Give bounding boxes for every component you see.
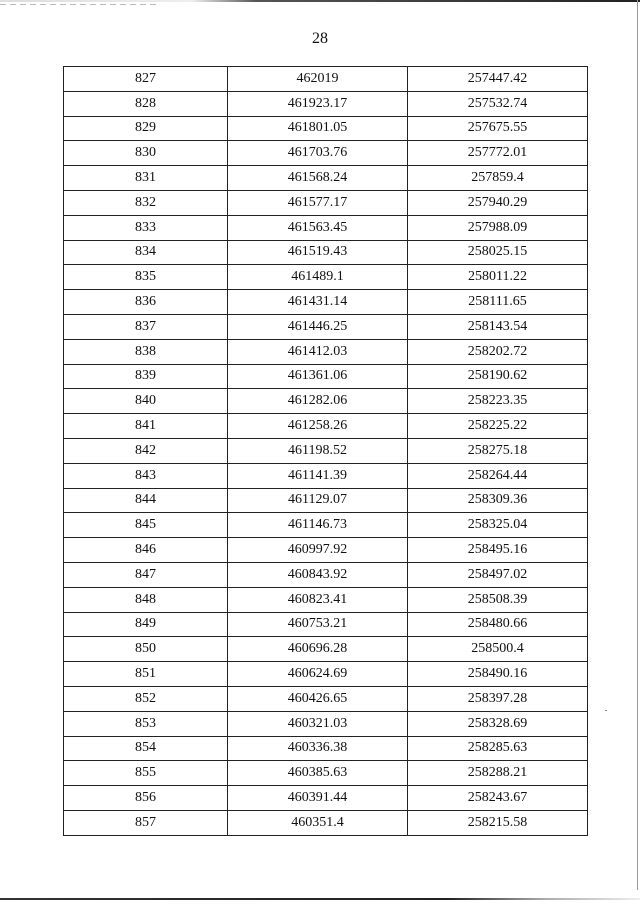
y-coordinate-cell: 258500.4 (408, 637, 588, 662)
point-number-cell: 833 (64, 215, 228, 240)
point-number-cell: 848 (64, 587, 228, 612)
table-row (64, 339, 588, 364)
table-row (64, 240, 588, 265)
x-coordinate-cell: 460823.41 (228, 587, 408, 612)
point-number-cell: 842 (64, 438, 228, 463)
table-row (64, 389, 588, 414)
x-coordinate-cell: 460336.38 (228, 736, 408, 761)
point-number-cell: 853 (64, 711, 228, 736)
table-row (64, 116, 588, 141)
x-coordinate-cell: 460753.21 (228, 612, 408, 637)
x-coordinate-cell: 460997.92 (228, 538, 408, 563)
table-row (64, 463, 588, 488)
point-number-cell: 832 (64, 190, 228, 215)
table-row (64, 587, 588, 612)
x-coordinate-cell: 461519.43 (228, 240, 408, 265)
table-row (64, 686, 588, 711)
x-coordinate-cell: 460426.65 (228, 686, 408, 711)
x-coordinate-cell: 461129.07 (228, 488, 408, 513)
table-row (64, 761, 588, 786)
x-coordinate-cell: 460624.69 (228, 662, 408, 687)
coordinate-table (63, 66, 588, 836)
y-coordinate-cell: 257772.01 (408, 141, 588, 166)
point-number-cell: 849 (64, 612, 228, 637)
table-row (64, 438, 588, 463)
table-row (64, 190, 588, 215)
x-coordinate-cell: 461141.39 (228, 463, 408, 488)
y-coordinate-cell: 258215.58 (408, 810, 588, 835)
y-coordinate-cell: 258264.44 (408, 463, 588, 488)
x-coordinate-cell: 460696.28 (228, 637, 408, 662)
point-number-cell: 837 (64, 314, 228, 339)
point-number-cell: 827 (64, 67, 228, 92)
table-row (64, 711, 588, 736)
point-number-cell: 834 (64, 240, 228, 265)
x-coordinate-cell: 461568.24 (228, 166, 408, 191)
x-coordinate-cell: 461431.14 (228, 290, 408, 315)
table-row (64, 364, 588, 389)
point-number-cell: 831 (64, 166, 228, 191)
point-number-cell: 851 (64, 662, 228, 687)
y-coordinate-cell: 258202.72 (408, 339, 588, 364)
y-coordinate-cell: 258111.65 (408, 290, 588, 315)
y-coordinate-cell: 258285.63 (408, 736, 588, 761)
table-row (64, 215, 588, 240)
table-row (64, 786, 588, 811)
x-coordinate-cell: 461489.1 (228, 265, 408, 290)
table-row (64, 290, 588, 315)
table-row (64, 810, 588, 835)
table-row (64, 562, 588, 587)
x-coordinate-cell: 461563.45 (228, 215, 408, 240)
y-coordinate-cell: 258497.02 (408, 562, 588, 587)
x-coordinate-cell: 460843.92 (228, 562, 408, 587)
point-number-cell: 845 (64, 513, 228, 538)
point-number-cell: 850 (64, 637, 228, 662)
table-row (64, 265, 588, 290)
point-number-cell: 830 (64, 141, 228, 166)
scan-top-edge (0, 0, 640, 2)
point-number-cell: 836 (64, 290, 228, 315)
point-number-cell: 843 (64, 463, 228, 488)
y-coordinate-cell: 257532.74 (408, 91, 588, 116)
y-coordinate-cell: 258190.62 (408, 364, 588, 389)
y-coordinate-cell: 257988.09 (408, 215, 588, 240)
point-number-cell: 855 (64, 761, 228, 786)
table-row (64, 612, 588, 637)
table-row (64, 513, 588, 538)
x-coordinate-cell: 461923.17 (228, 91, 408, 116)
y-coordinate-cell: 257675.55 (408, 116, 588, 141)
y-coordinate-cell: 258495.16 (408, 538, 588, 563)
y-coordinate-cell: 257940.29 (408, 190, 588, 215)
y-coordinate-cell: 257859.4 (408, 166, 588, 191)
point-number-cell: 840 (64, 389, 228, 414)
y-coordinate-cell: 258508.39 (408, 587, 588, 612)
y-coordinate-cell: 258480.66 (408, 612, 588, 637)
page-number: 28 (312, 30, 328, 47)
scan-bottom-edge (0, 898, 640, 900)
y-coordinate-cell: 258309.36 (408, 488, 588, 513)
point-number-cell: 854 (64, 736, 228, 761)
y-coordinate-cell: 258275.18 (408, 438, 588, 463)
point-number-cell: 841 (64, 414, 228, 439)
y-coordinate-cell: 258328.69 (408, 711, 588, 736)
x-coordinate-cell: 461577.17 (228, 190, 408, 215)
y-coordinate-cell: 258011.22 (408, 265, 588, 290)
point-number-cell: 852 (64, 686, 228, 711)
y-coordinate-cell: 258225.22 (408, 414, 588, 439)
point-number-cell: 829 (64, 116, 228, 141)
x-coordinate-cell: 460391.44 (228, 786, 408, 811)
point-number-cell: 835 (64, 265, 228, 290)
x-coordinate-cell: 462019 (228, 67, 408, 92)
x-coordinate-cell: 460351.4 (228, 810, 408, 835)
x-coordinate-cell: 460321.03 (228, 711, 408, 736)
point-number-cell: 844 (64, 488, 228, 513)
y-coordinate-cell: 258143.54 (408, 314, 588, 339)
table-row (64, 141, 588, 166)
x-coordinate-cell: 461446.25 (228, 314, 408, 339)
point-number-cell: 828 (64, 91, 228, 116)
point-number-cell: 838 (64, 339, 228, 364)
point-number-cell: 856 (64, 786, 228, 811)
table-row (64, 662, 588, 687)
x-coordinate-cell: 461146.73 (228, 513, 408, 538)
point-number-cell: 839 (64, 364, 228, 389)
x-coordinate-cell: 461801.05 (228, 116, 408, 141)
y-coordinate-cell: 258288.21 (408, 761, 588, 786)
y-coordinate-cell: 258325.04 (408, 513, 588, 538)
table-row (64, 637, 588, 662)
x-coordinate-cell: 461198.52 (228, 438, 408, 463)
table-row (64, 91, 588, 116)
y-coordinate-cell: 257447.42 (408, 67, 588, 92)
scan-right-edge (637, 0, 638, 890)
y-coordinate-cell: 258490.16 (408, 662, 588, 687)
point-number-cell: 857 (64, 810, 228, 835)
x-coordinate-cell: 461258.26 (228, 414, 408, 439)
x-coordinate-cell: 460385.63 (228, 761, 408, 786)
table-row (64, 314, 588, 339)
point-number-cell: 847 (64, 562, 228, 587)
point-number-cell: 846 (64, 538, 228, 563)
table-row (64, 488, 588, 513)
scan-speck (605, 710, 607, 711)
table-row (64, 67, 588, 92)
scan-top-dash (0, 4, 160, 5)
coordinate-table-body (64, 67, 588, 836)
x-coordinate-cell: 461412.03 (228, 339, 408, 364)
x-coordinate-cell: 461361.06 (228, 364, 408, 389)
table-row (64, 414, 588, 439)
y-coordinate-cell: 258397.28 (408, 686, 588, 711)
y-coordinate-cell: 258243.67 (408, 786, 588, 811)
x-coordinate-cell: 461282.06 (228, 389, 408, 414)
table-row (64, 538, 588, 563)
x-coordinate-cell: 461703.76 (228, 141, 408, 166)
table-row (64, 736, 588, 761)
y-coordinate-cell: 258025.15 (408, 240, 588, 265)
y-coordinate-cell: 258223.35 (408, 389, 588, 414)
table-row (64, 166, 588, 191)
